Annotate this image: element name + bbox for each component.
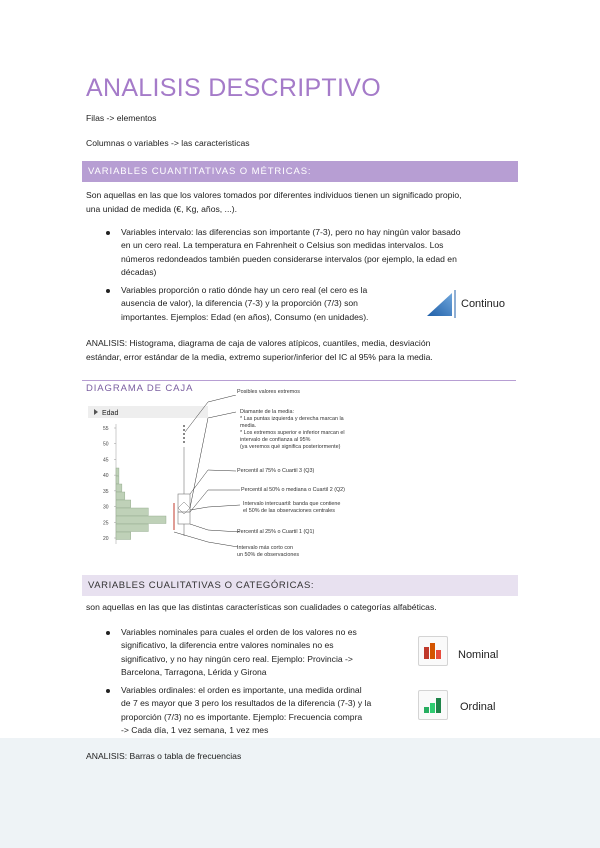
- bullet-line: Barcelona, Tarragona, Lérida y Girona: [121, 667, 267, 678]
- bullet-line: Variables proporción o ratio dónde hay un cero real (el cero es la: [121, 285, 368, 295]
- section-heading-cualitativas: VARIABLES CUALITATIVAS O CATEGÓRICAS:: [82, 575, 518, 596]
- y-tick-label: 40: [103, 473, 109, 480]
- continuous-icon: [424, 288, 456, 320]
- annotation-line: el 50% de las observaciones centrales: [243, 508, 335, 514]
- annotation-line: intervalo de confianza al 95%: [240, 437, 311, 443]
- bullet-ordinal: [121, 684, 371, 738]
- annotation-line: Intervalo intercuartil: banda que contiene: [243, 501, 341, 507]
- bullet-line: Variables intervalo: las diferencias son importante (7-3), pero no hay ningún valor basado: [121, 227, 461, 237]
- y-tick-label: 25: [103, 520, 109, 527]
- outlier-point: [183, 441, 185, 443]
- panel-title: Edad: [102, 410, 119, 417]
- bullet-line: significativo, la diferencia entre valores nominales no es: [121, 640, 334, 651]
- y-tick-label: 55: [103, 426, 109, 432]
- cualitativas-intro: son aquellas en las que las distintas características son cualidades o categorías alfabéticas.: [86, 602, 437, 612]
- bullet-proporcion: [121, 284, 368, 324]
- bullet-line: décadas): [121, 267, 157, 278]
- histogram-bar: [116, 516, 166, 524]
- annotation-line: un 50% de observaciones: [237, 552, 300, 558]
- bullet-intervalo: [121, 226, 461, 280]
- bullet-nominal: [121, 626, 357, 680]
- annotation-q1: Percentil al 25% o Cuartil 1 (Q1): [237, 529, 315, 535]
- boxplot-figure: [88, 402, 208, 552]
- annotation-line: * Las puntas izquierda y derecha marcan la: [240, 416, 344, 422]
- annotation-line: * Los extremos superior e inferior marcan el: [240, 430, 345, 436]
- y-tick-label: 20: [103, 536, 109, 542]
- histogram-bar: [116, 524, 148, 532]
- outlier-point: [183, 437, 185, 439]
- cualitativas-analisis: ANALISIS: Barras o tabla de frecuencias: [86, 751, 242, 761]
- annotation-line: media.: [240, 423, 257, 429]
- histogram-bar: [116, 500, 131, 508]
- annotation-shortest-half: [237, 545, 299, 559]
- annotation-median: Percentil al 50% o mediana o Cuartil 2 (Q2): [241, 487, 345, 493]
- bullet-line: -> Cada día, 1 vez semana, 1 vez mes: [121, 725, 269, 736]
- boxplot-chart: [88, 402, 208, 552]
- annotation-mean-diamond: [240, 409, 345, 451]
- section-divider: [82, 380, 516, 381]
- bullet-line: de 7 es mayor que 3 pero los resultados de la diferencia (7-3) y la: [121, 698, 372, 709]
- y-tick-label: 30: [103, 504, 109, 511]
- annotation-iqr: [243, 501, 340, 515]
- cuantitativas-analisis-line1: ANALISIS: Histograma, diagrama de caja de valores atípicos, cuantiles, media, desviación: [86, 338, 431, 348]
- histogram-bar: [116, 476, 119, 484]
- columnas-text: Columnas o variables -> las caracteristicas: [86, 138, 250, 148]
- nominal-label: Nominal: [458, 649, 499, 661]
- cuantitativas-intro-line1: Son aquellas en las que los valores tomados por diferentes individuos tienen un significado propio,: [86, 190, 462, 200]
- bullet-line: ausencia de valor), la diferencia (7-3) y la proporción (7/3) son: [121, 298, 358, 309]
- histogram-bar: [116, 468, 119, 476]
- nominal-icon: [418, 636, 448, 666]
- bullet-line: importantes. Ejemplos: Edad (en años), Consumo (en unidades).: [121, 311, 369, 322]
- bullet-line: proporción (7/3) no es importante. Ejemplo: Frecuencia compra: [121, 711, 363, 722]
- y-tick-label: 35: [103, 488, 109, 495]
- section-heading-cuantitativas: VARIABLES CUANTITATIVAS O MÉTRICAS:: [82, 161, 518, 182]
- cuantitativas-intro-line2: una unidad de medida (€, Kg, años, ...).: [86, 204, 237, 214]
- y-tick-label: 50: [103, 441, 109, 448]
- cuantitativas-analisis-line2: estándar, error estándar de la media, extremo superior/inferior del IC al 95% para la media.: [86, 352, 433, 362]
- callout-line: [208, 542, 238, 547]
- section-heading-diagrama: DIAGRAMA DE CAJA: [86, 383, 194, 394]
- bullet-line: Variables ordinales: el orden es importante, una medida ordinal: [121, 685, 362, 695]
- annotation-line: Intervalo más corto con: [237, 545, 294, 551]
- page-title: ANALISIS DESCRIPTIVO: [86, 74, 381, 102]
- bullet-line: números redondeados también pueden considerarse intervalos (por ejemplo, la edad en: [121, 253, 457, 264]
- outlier-point: [183, 425, 185, 427]
- callout-line: [208, 530, 240, 532]
- outlier-point: [183, 429, 185, 431]
- annotation-line: (ya veremos qué significa posteriormente): [240, 444, 341, 450]
- bullet-line: significativo, y no hay ningún cero real. Ejemplo: Provincia ->: [121, 653, 353, 664]
- ordinal-icon: [418, 690, 448, 720]
- ordinal-label: Ordinal: [460, 701, 496, 713]
- histogram-bar: [116, 532, 131, 540]
- filas-text: Filas -> elementos: [86, 113, 157, 123]
- bullet-line: Variables nominales para cuales el orden de los valores no es: [121, 627, 357, 637]
- y-tick-label: 45: [103, 457, 109, 464]
- bullet-line: en un cero real. La temperatura en Fahrenheit o Celsius son medidas intervalos. Los: [121, 240, 444, 251]
- histogram-bar: [116, 484, 122, 492]
- continuous-label: Continuo: [461, 298, 506, 310]
- annotation-q3: Percentil al 75% o Cuartil 3 (Q3): [237, 468, 315, 474]
- histogram-bar: [116, 492, 125, 500]
- histogram-bar: [116, 508, 148, 516]
- outlier-point: [183, 433, 185, 435]
- callout-line: [208, 470, 236, 471]
- callout-line: [208, 412, 236, 418]
- callout-line: [208, 395, 236, 402]
- annotation-outliers: Posibles valores extremos: [237, 389, 300, 395]
- annotation-line: Diamante de la media:: [240, 409, 294, 415]
- callout-line: [208, 505, 240, 507]
